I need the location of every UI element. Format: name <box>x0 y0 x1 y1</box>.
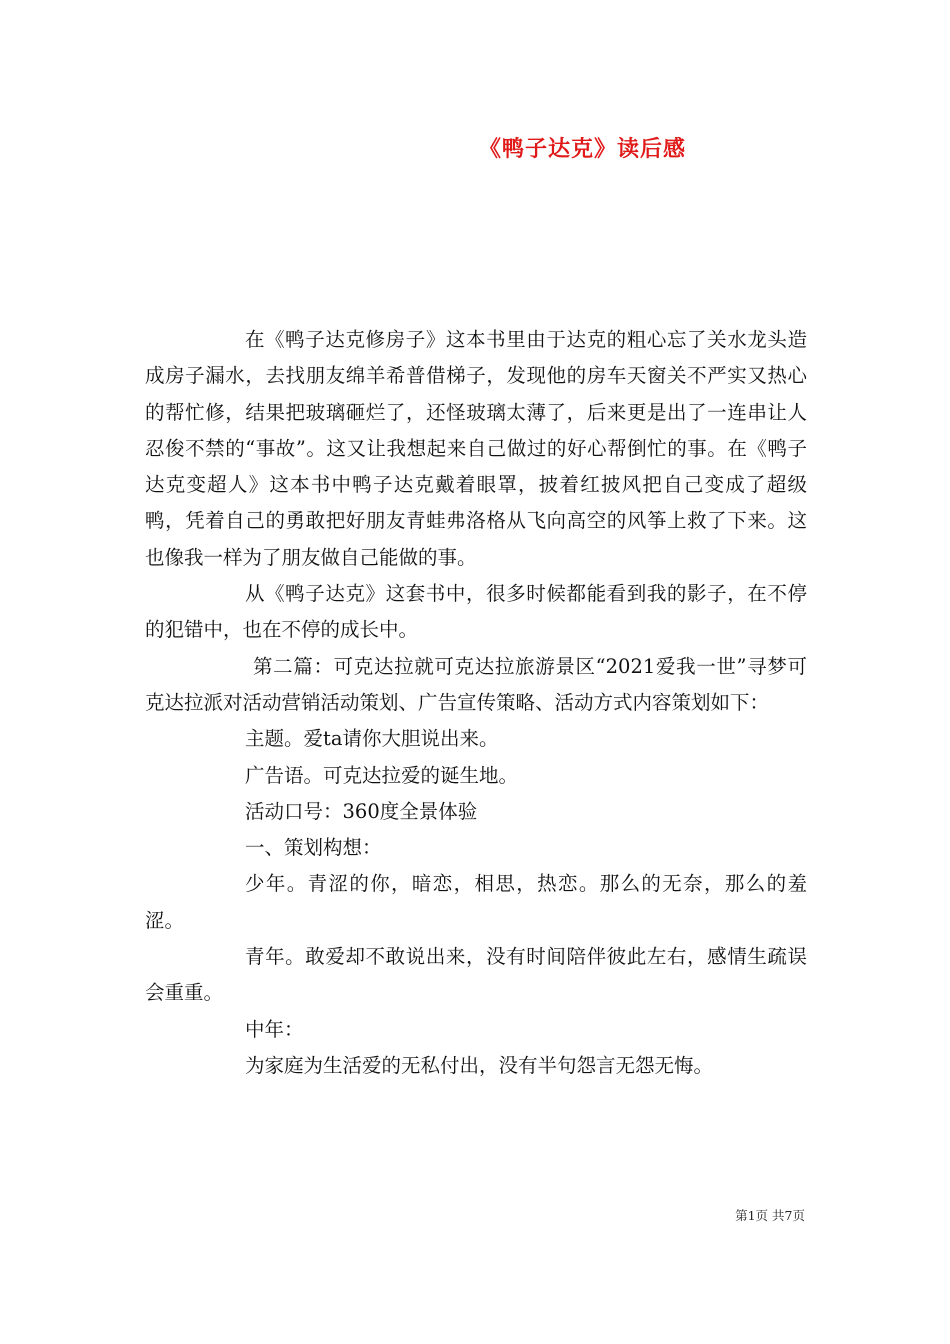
paragraph: 为家庭为生活爱的无私付出，没有半句怨言无怨无悔。 <box>245 1053 714 1077</box>
paragraph: 广告语。可克达拉爱的诞生地。 <box>245 763 519 787</box>
paragraph: 从《鸭子达克》这套书中，很多时候都能看到我的影子，在不停的犯错中，也在不停的成长中。 <box>145 582 807 642</box>
document-body <box>145 322 807 1084</box>
paragraph: 主题。爱ta请你大胆说出来。 <box>245 727 499 751</box>
paragraph: 活动口号：360度全景体验 <box>245 799 478 823</box>
paragraph: 少年。青涩的你，暗恋，相思，热恋。那么的无奈，那么的羞涩。 <box>145 872 807 932</box>
paragraph: 青年。敢爱却不敢说出来，没有时间陪伴彼此左右，感情生疏误会重重。 <box>145 945 807 1005</box>
paragraph: 中年： <box>245 1017 304 1041</box>
paragraph: 在《鸭子达克修房子》这本书里由于达克的粗心忘了关水龙头造成房子漏水，去找朋友绵羊希普借梯子，发现他的房车天窗关不严实又热心的帮忙修，结果把玻璃砸烂了，还怪玻璃太薄了，后来更是出了一连串让人忍俊不禁的“事故”。这又让我想起来自己做过的好心帮倒忙的事。在《鸭子达克变超人》这本书中鸭子达克戴着眼罩，披着红披风把自己变成了超级鸭，凭着自己的勇敢把好朋友青蛙弗洛格从飞向高空的风筝上救了下来。这也像我一样为了朋友做自己能做的事。 <box>145 328 807 569</box>
paragraph: 一、策划构想： <box>245 836 382 860</box>
paragraph: 第二篇：可克达拉就可克达拉旅游景区“2021爱我一世”寻梦可克达拉派对活动营销活动策划、广告宣传策略、活动方式内容策划如下： <box>145 654 807 714</box>
page-number: 第1页 共7页 <box>735 1208 805 1223</box>
document-title: 《鸭子达克》读后感 <box>478 137 686 162</box>
